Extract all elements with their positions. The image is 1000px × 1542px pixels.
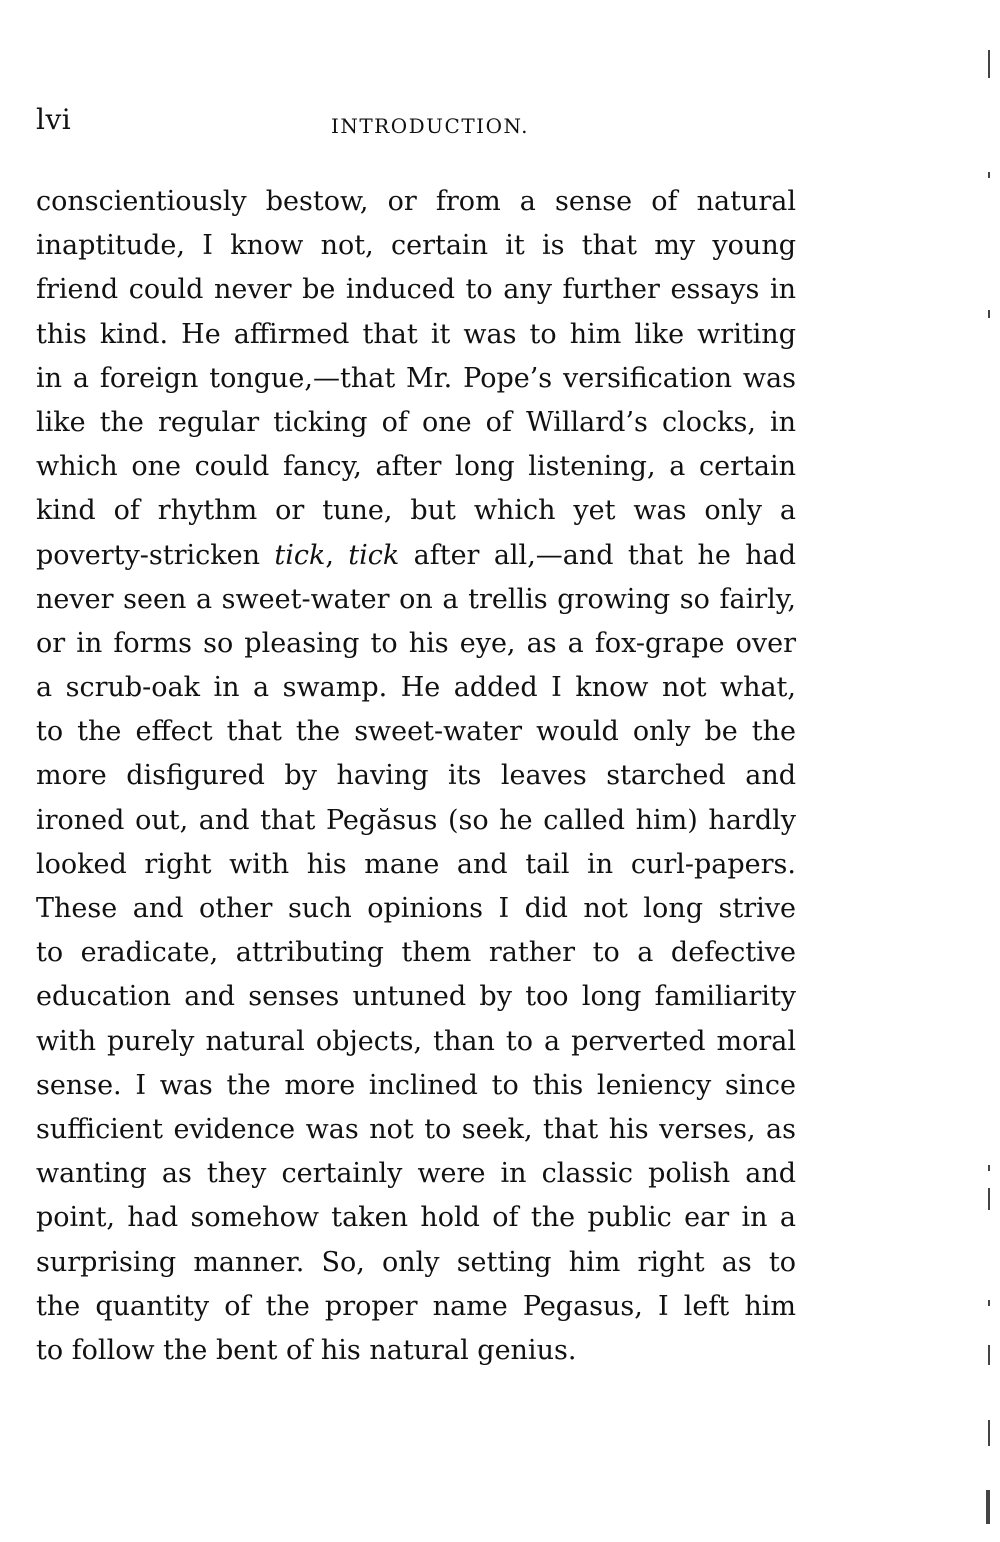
text-span: with purely natural objects, than to a perverted moral xyxy=(36,1025,796,1057)
text-line xyxy=(36,887,796,931)
text-line xyxy=(36,710,796,754)
text-line xyxy=(36,1241,796,1285)
text-line xyxy=(36,357,796,401)
running-head: INTRODUCTION. xyxy=(330,114,530,138)
text-span: education and senses untuned by too long familiarity xyxy=(36,981,796,1013)
scan-edge-marks xyxy=(980,0,1000,1542)
text-line xyxy=(36,1020,796,1064)
body-text xyxy=(36,180,796,1373)
text-line xyxy=(36,975,796,1019)
text-line xyxy=(36,489,796,533)
text-line xyxy=(36,268,796,312)
text-span: which one could fancy, after long listening, a certain xyxy=(36,451,796,483)
text-span: to eradicate, attributing them rather to a defective xyxy=(36,937,796,969)
text-line xyxy=(36,754,796,798)
italic-text: tick xyxy=(348,539,400,571)
text-line xyxy=(36,1064,796,1108)
text-span: to the effect that the sweet-water would only be the xyxy=(36,716,796,748)
text-line xyxy=(36,180,796,224)
text-span: this kind. He affirmed that it was to him like writing xyxy=(36,318,796,350)
text-span: more disfigured by having its leaves starched and xyxy=(36,760,796,792)
text-line xyxy=(36,1285,796,1329)
text-span: sense. I was the more inclined to this leniency since xyxy=(36,1069,796,1101)
page-number: lvi xyxy=(36,103,72,136)
text-span: like the regular ticking of one of Willard’s clocks, in xyxy=(36,406,796,438)
text-line xyxy=(36,799,796,843)
text-span: , xyxy=(325,539,349,571)
text-span: These and other such opinions I did not long strive xyxy=(36,893,796,924)
text-line xyxy=(36,578,796,622)
text-line xyxy=(36,534,796,578)
text-span: kind of rhythm or tune, but which yet was only a xyxy=(36,495,796,527)
text-line xyxy=(36,401,796,445)
text-line xyxy=(36,313,796,357)
text-span: sufficient evidence was not to seek, that his verses, as xyxy=(36,1113,796,1145)
text-span: friend could never be induced to any further essays in xyxy=(36,274,796,306)
text-span: to follow the bent of his natural genius. xyxy=(36,1334,577,1366)
text-span: never seen a sweet-water on a trellis growing so fairly, xyxy=(36,583,796,615)
text-span: the quantity of the proper name Pegasus, I left him xyxy=(36,1290,796,1322)
text-span: a scrub-oak in a swamp. He added I know not what, xyxy=(36,672,796,704)
text-line xyxy=(36,1329,796,1373)
text-line xyxy=(36,1196,796,1240)
text-span: ironed out, and that Pegăsus (so he called him) hardly xyxy=(36,804,796,836)
text-span: surprising manner. So, only setting him right as to xyxy=(36,1246,796,1278)
text-line xyxy=(36,224,796,268)
text-span: inaptitude, I know not, certain it is that my young xyxy=(36,230,796,262)
text-span: in a foreign tongue,—that Mr. Pope’s versification was xyxy=(36,362,796,394)
text-line xyxy=(36,1152,796,1196)
italic-text: tick xyxy=(274,539,326,571)
text-line xyxy=(36,843,796,887)
text-span: conscientiously bestow, or from a sense of natural xyxy=(36,186,796,217)
text-line xyxy=(36,666,796,710)
text-span: looked right with his mane and tail in curl-papers. xyxy=(36,848,796,880)
text-span: point, had somehow taken hold of the public ear in a xyxy=(36,1202,796,1234)
text-line xyxy=(36,622,796,666)
text-span: or in forms so pleasing to his eye, as a fox-grape over xyxy=(36,627,796,659)
text-span: wanting as they certainly were in classic polish and xyxy=(36,1158,796,1190)
text-span: after all,—and that he had xyxy=(399,539,796,571)
text-span: poverty-stricken xyxy=(36,539,275,571)
text-line xyxy=(36,1108,796,1152)
text-line xyxy=(36,445,796,489)
text-line xyxy=(36,931,796,975)
